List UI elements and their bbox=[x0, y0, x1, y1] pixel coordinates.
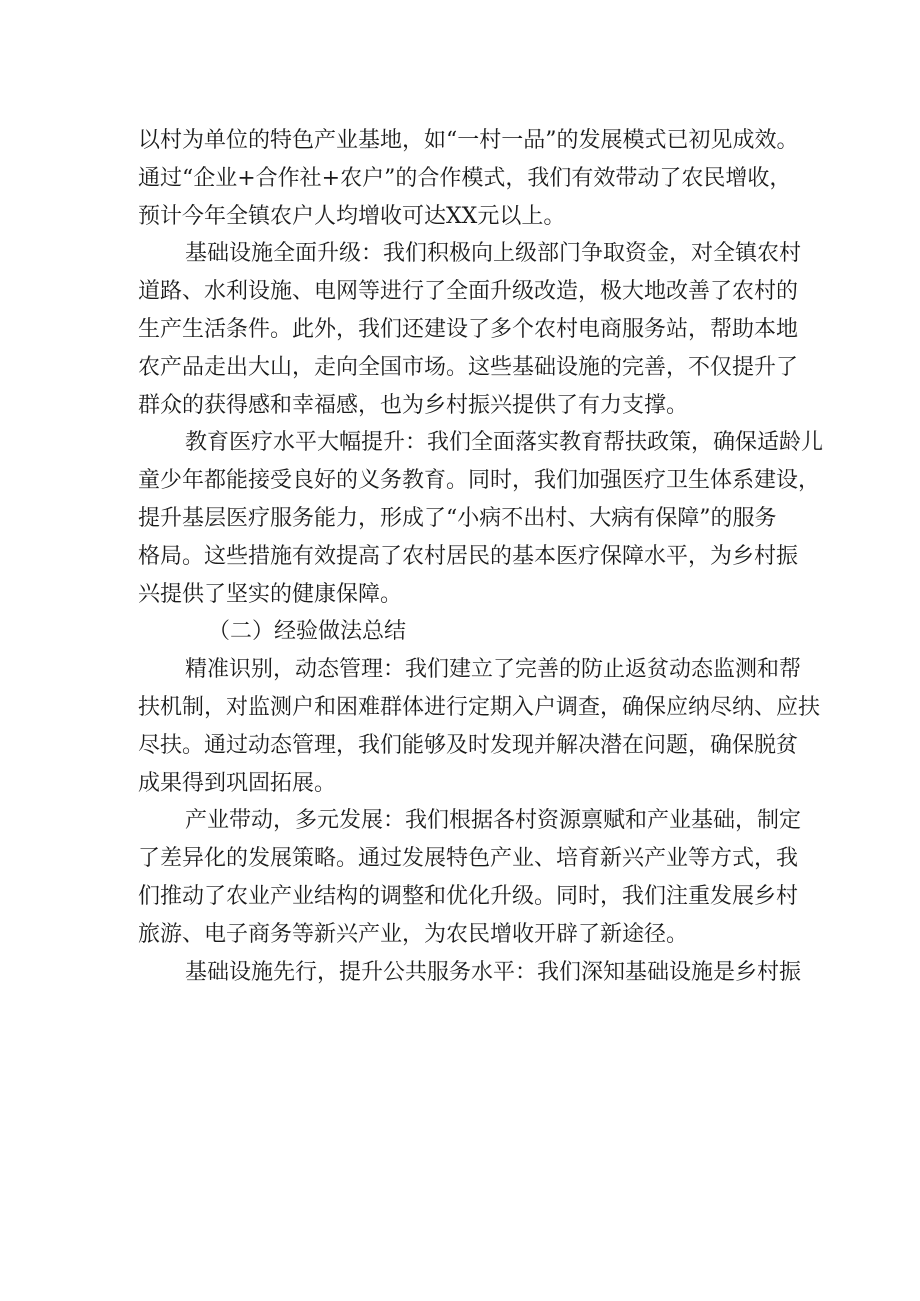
text-line: 了差异化的发展策略。通过发展特色产业、培育新兴产业等方式，我 bbox=[138, 846, 799, 872]
text-line: 产业带动，多元发展：我们根据各村资源禀赋和产业基础，制定 bbox=[185, 808, 802, 834]
text-line: 童少年都能接受良好的义务教育。同时，我们加强医疗卫生体系建设， bbox=[138, 468, 821, 494]
text-line: 格局。这些措施有效提高了农村居民的基本医疗保障水平，为乡村振 bbox=[138, 543, 799, 569]
document-body bbox=[138, 122, 824, 991]
text-line: 们推动了农业产业结构的调整和优化升级。同时，我们注重发展乡村 bbox=[138, 883, 799, 909]
text-line: 精准识别，动态管理：我们建立了完善的防止返贫动态监测和帮 bbox=[185, 657, 802, 683]
text-line: 群众的获得感和幸福感，也为乡村振兴提供了有力支撑。 bbox=[138, 392, 689, 418]
text-line: 提升基层医疗服务能力，形成了“小病不出村、大病有保障”的服务 bbox=[138, 505, 777, 531]
paragraph-industry-continued bbox=[138, 122, 798, 235]
section-heading-text: （二）经验做法总结 bbox=[208, 619, 407, 645]
text-line: 兴提供了坚实的健康保障。 bbox=[138, 581, 403, 607]
text-line: 预计今年全镇农户人均增收可达XX元以上。 bbox=[138, 203, 566, 229]
section-heading bbox=[138, 613, 798, 651]
text-line: 农产品走出大山，走向全国市场。这些基础设施的完善，不仅提升了 bbox=[138, 354, 799, 380]
text-line: 扶机制，对监测户和困难群体进行定期入户调查，确保应纳尽纳、应扶 bbox=[138, 694, 821, 720]
text-line: 成果得到巩固拓展。 bbox=[138, 770, 337, 796]
paragraph-infrastructure-first bbox=[138, 954, 802, 992]
text-line: 道路、水利设施、电网等进行了全面升级改造，极大地改善了农村的 bbox=[138, 279, 799, 305]
text-line: 基础设施全面升级：我们积极向上级部门争取资金，对全镇农村 bbox=[185, 241, 802, 267]
paragraph-precise-identification bbox=[138, 651, 821, 802]
paragraph-infrastructure-upgrade bbox=[138, 235, 802, 424]
text-line: 生产生活条件。此外，我们还建设了多个农村电商服务站，帮助本地 bbox=[138, 316, 799, 342]
text-line: 通过“企业+合作社+农户”的合作模式，我们有效带动了农民增收， bbox=[138, 165, 792, 191]
text-line: 教育医疗水平大幅提升：我们全面落实教育帮扶政策，确保适龄儿 bbox=[185, 430, 824, 456]
text-line: 尽扶。通过动态管理，我们能够及时发现并解决潜在问题，确保脱贫 bbox=[138, 732, 799, 758]
paragraph-education-healthcare bbox=[138, 424, 824, 613]
text-line: 以村为单位的特色产业基地，如“一村一品”的发展模式已初见成效。 bbox=[138, 128, 799, 153]
text-line: 旅游、电子商务等新兴产业，为农民增收开辟了新途径。 bbox=[138, 921, 689, 947]
paragraph-industry-driven bbox=[138, 802, 802, 953]
text-line: 基础设施先行，提升公共服务水平：我们深知基础设施是乡村振 bbox=[185, 959, 802, 985]
